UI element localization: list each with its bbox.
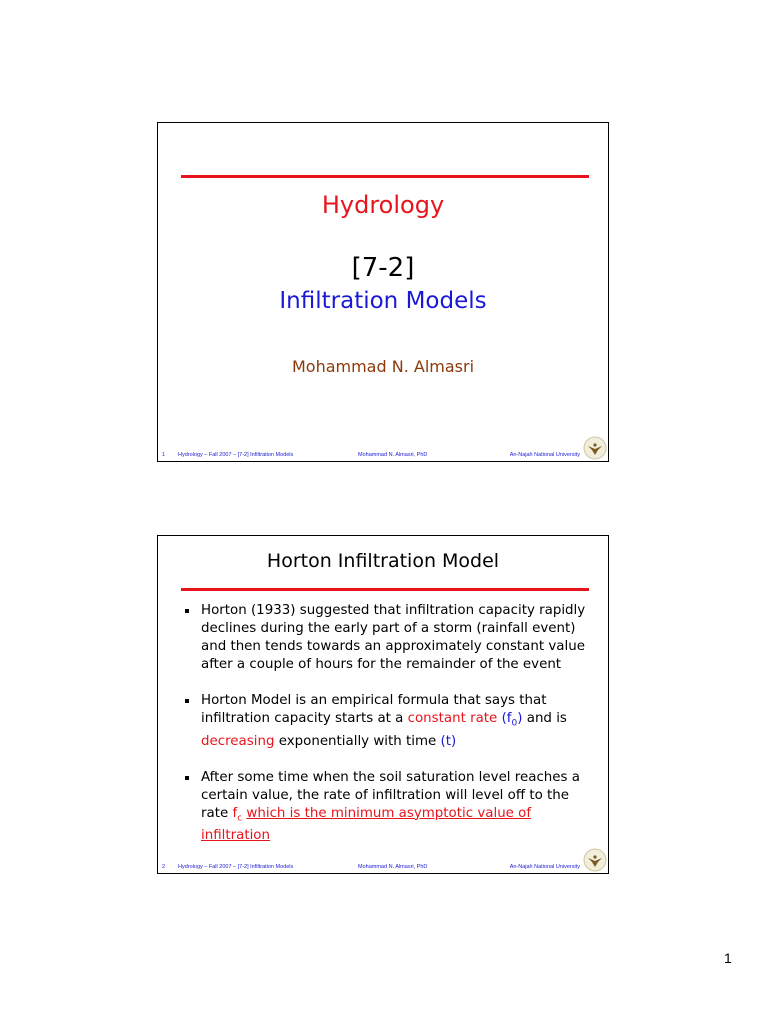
bullet-line	[201, 805, 594, 828]
slide-2	[157, 535, 609, 874]
slide-1-footer	[158, 449, 608, 461]
symbol-fc	[232, 805, 243, 824]
bullet-line: Horton Model is an empirical formula that says that	[201, 693, 547, 708]
slide-1-subtitle: Infiltration Models	[279, 288, 487, 314]
footer-author: Mohammad N. Almasri, PhD	[358, 452, 428, 458]
slide-1-author: Mohammad N. Almasri	[291, 357, 475, 376]
highlight-red: decreasing	[201, 733, 275, 749]
bullet-line	[201, 710, 594, 733]
bullet-list	[184, 602, 594, 863]
text-run: f	[232, 805, 238, 821]
page-number: 1	[724, 950, 732, 966]
symbol-f0	[501, 711, 523, 729]
bullet-line: after a couple of hours for the remainder of the event	[201, 657, 562, 672]
footer-slide-number: 1	[162, 452, 166, 458]
highlight-red-underlined: infiltration	[201, 828, 270, 844]
bullet-line: declines during the early part of a storm (rainfall event)	[201, 621, 576, 636]
text-run: exponentially with time	[274, 733, 441, 749]
slide-1	[157, 122, 609, 462]
bullet-line: certain value, the rate of infiltration will level off to the	[201, 787, 570, 803]
bullet-item	[184, 769, 594, 846]
slide-1-code: [7-2]	[351, 253, 415, 283]
subscript: 0	[511, 718, 518, 729]
bullet-line: and then tends towards an approximately constant value	[201, 639, 585, 654]
slide-2-title: Horton Infiltration Model	[266, 550, 500, 572]
title-rule	[181, 175, 589, 178]
text-run: and is	[522, 711, 567, 726]
footer-university: An-Najah National University	[509, 452, 580, 458]
text-run: rate	[201, 805, 233, 821]
text-run: )	[517, 711, 523, 726]
text-run: infiltration capacity starts at a	[201, 711, 408, 726]
eagle-seal-icon	[583, 848, 607, 872]
footer-university: An-Najah National University	[509, 864, 580, 870]
footer-course: Hydrology – Fall 2007 – [7-2] Infiltration Models	[178, 452, 294, 458]
bullet-line: After some time when the soil saturation level reaches a	[201, 769, 580, 785]
bullet-line	[201, 733, 594, 751]
slide-2-footer	[158, 861, 608, 873]
footer-author: Mohammad N. Almasri, PhD	[358, 864, 428, 870]
subscript: c	[237, 813, 243, 824]
slide-1-title: Hydrology	[321, 191, 445, 219]
bullet-item	[184, 692, 594, 751]
highlight-red-underlined: which is the minimum asymptotic value of	[246, 805, 532, 821]
footer-course: Hydrology – Fall 2007 – [7-2] Infiltration Models	[178, 864, 294, 870]
symbol-t: (t)	[440, 733, 457, 749]
footer-slide-number: 2	[162, 864, 166, 870]
bullet-line	[201, 827, 594, 845]
bullet-line: Horton (1933) suggested that infiltration capacity rapidly	[201, 603, 586, 618]
title-rule	[181, 588, 589, 591]
bullet-item	[184, 602, 594, 674]
highlight-red: constant rate	[407, 711, 498, 726]
eagle-seal-icon	[583, 436, 607, 460]
text-run: (f	[501, 711, 512, 726]
